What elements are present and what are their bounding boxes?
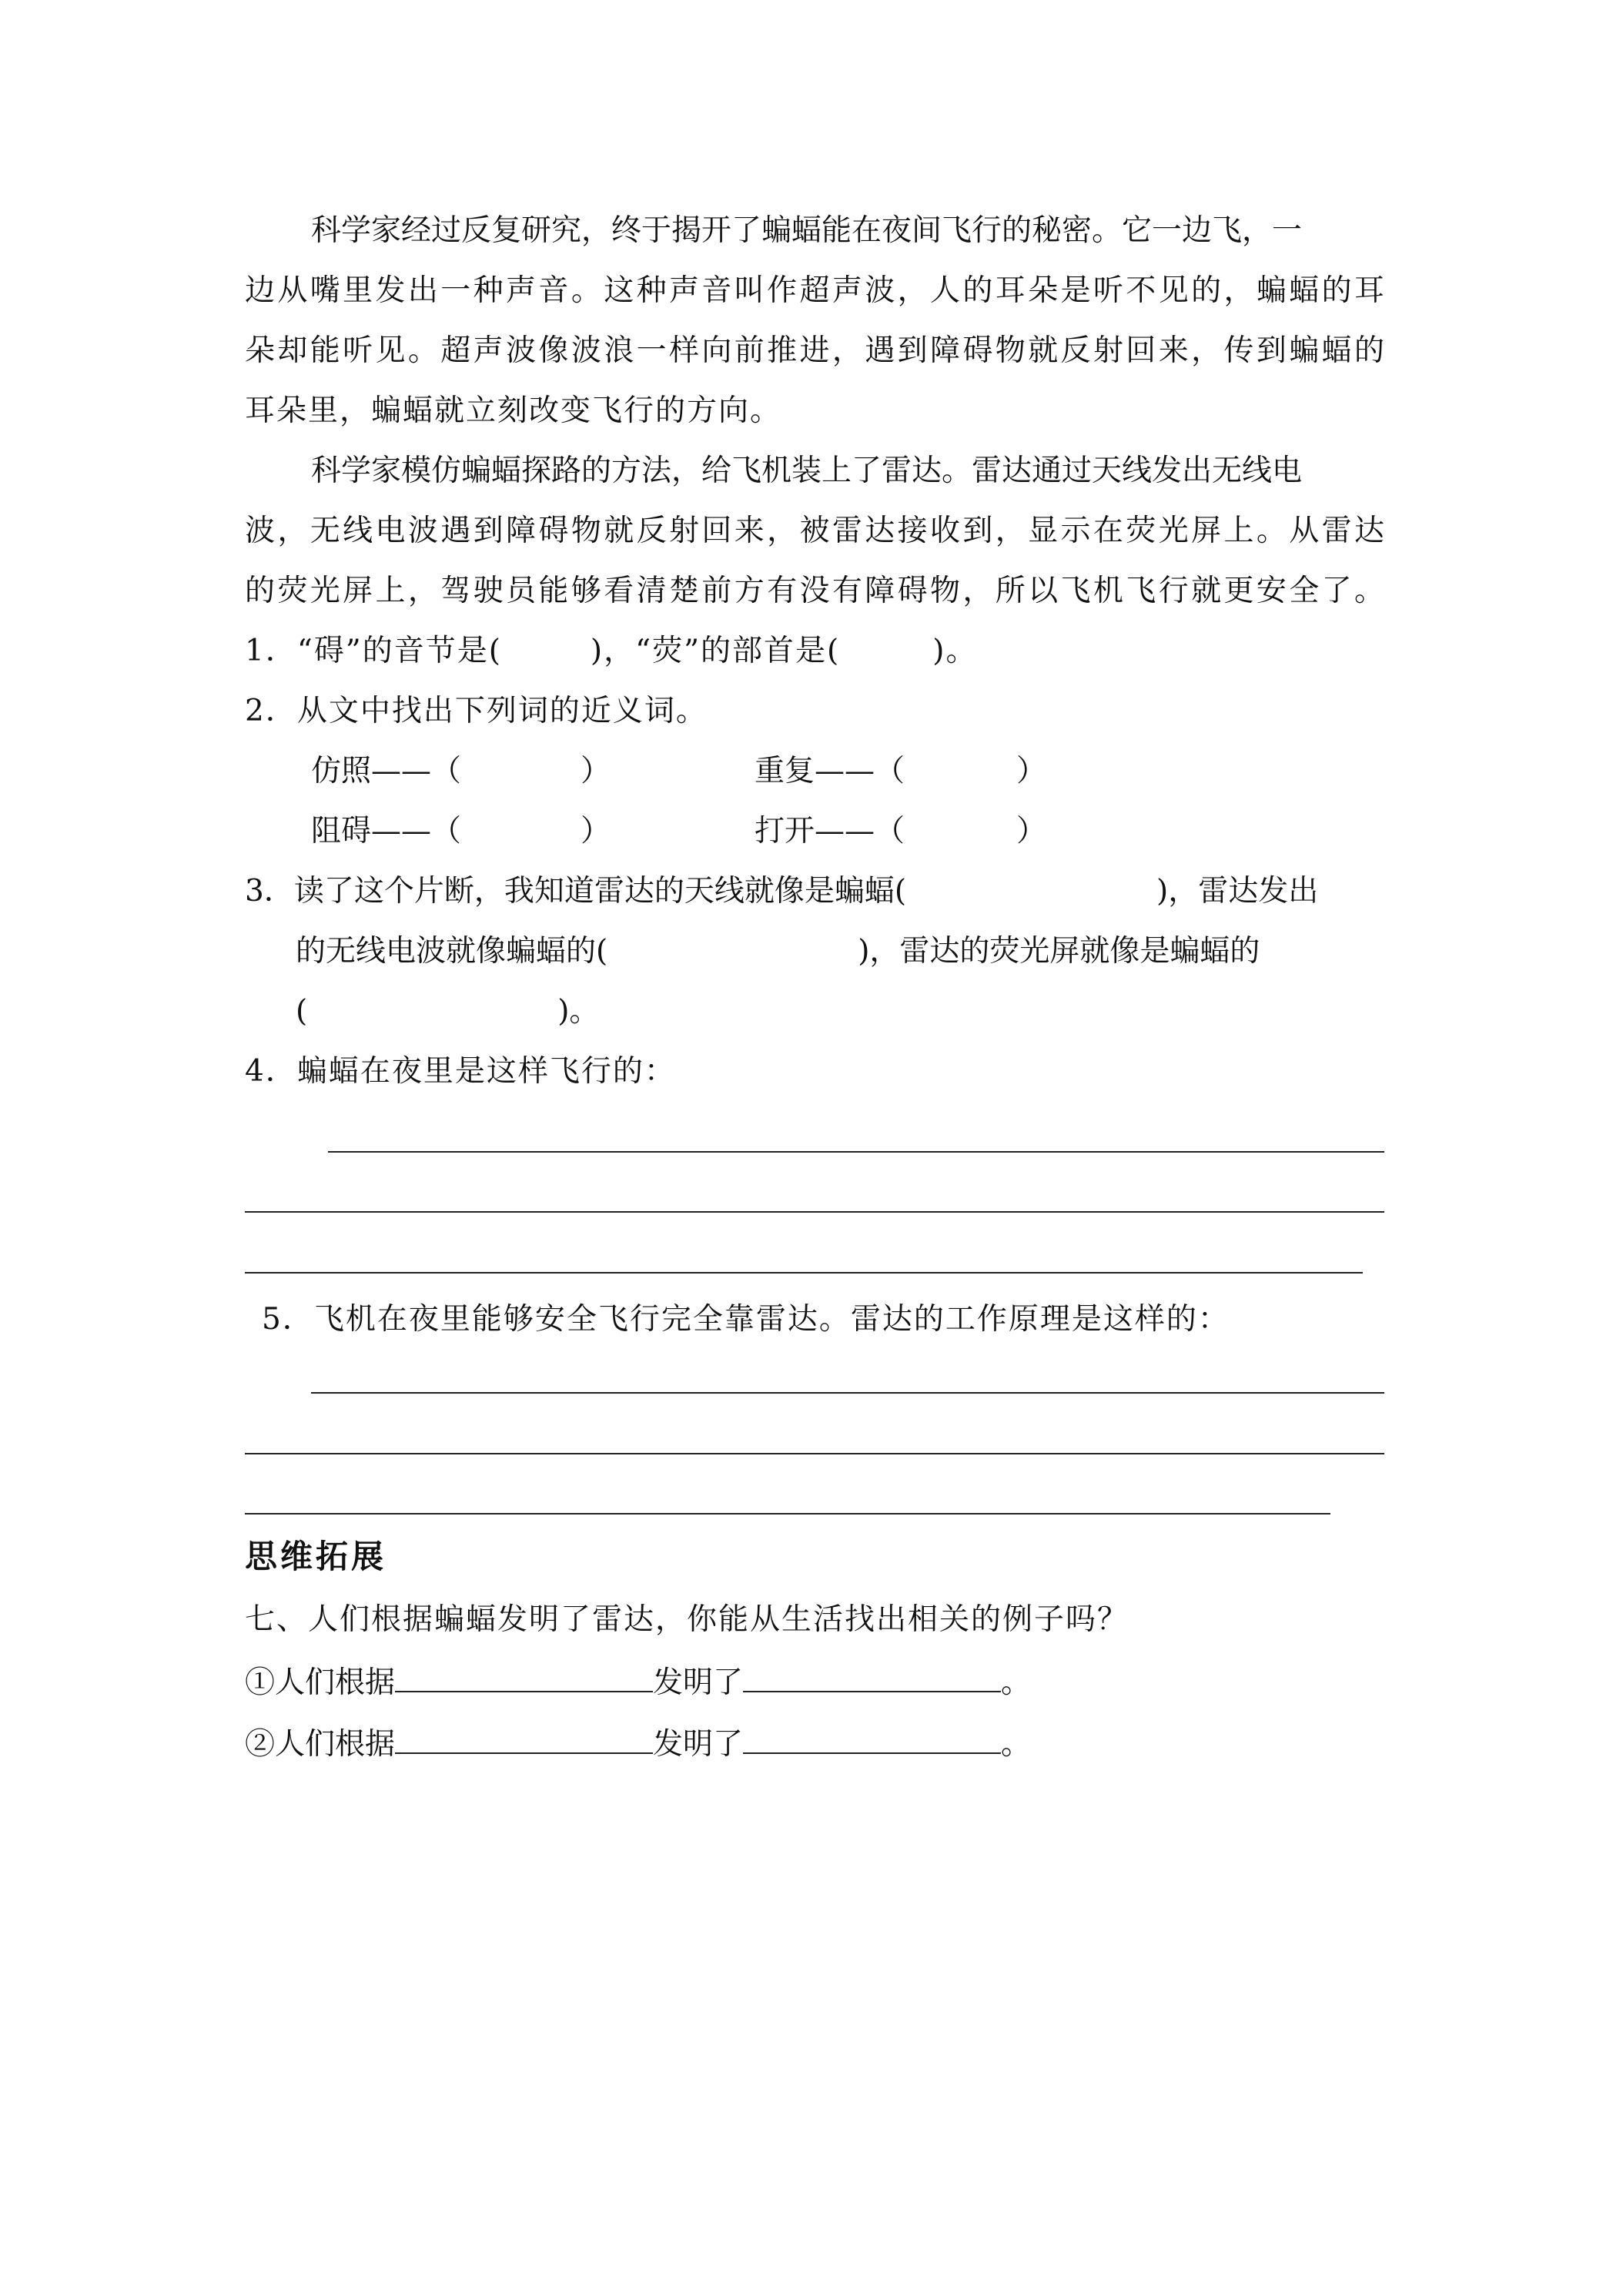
extension-item-2-prefix: ②人们根据 <box>245 1727 396 1762</box>
question-4-answer-line-1[interactable] <box>328 1151 1384 1153</box>
extension-item-2-blank-a[interactable] <box>395 1726 653 1754</box>
passage-p2-line-1: 科学家模仿蝙蝠探路的方法，给飞机装上了雷达。雷达通过天线发出无线电 <box>311 454 1303 488</box>
q2-word-2-close: ） <box>1016 754 1047 788</box>
question-1-part-c: )。 <box>932 634 978 668</box>
q2-word-3-close: ） <box>581 814 611 848</box>
passage-p1-line-3: 朵却能听见。超声波像波浪一样向前推进，遇到障碍物就反射回来，传到蝙蝠的 <box>245 333 1384 368</box>
question-3-line-3-b: )。 <box>557 994 600 1029</box>
passage-p1-line-2: 边从嘴里发出一种声音。这种声音叫作超声波，人的耳朵是听不见的，蝙蝠的耳 <box>245 273 1384 308</box>
question-4-answer-line-3[interactable] <box>245 1272 1363 1274</box>
question-3-line-1 <box>245 873 1318 910</box>
passage-p1-line-4: 耳朵里，蝙蝠就立刻改变飞行的方向。 <box>245 393 782 428</box>
question-3-line-2 <box>296 933 1260 970</box>
question-5-answer-line-1[interactable] <box>311 1392 1384 1394</box>
question-1-part-b: )，“荧”的部首是( <box>590 634 841 668</box>
question-3-line-1-b: )，雷达发出 <box>1156 874 1319 909</box>
q2-word-4 <box>755 813 1046 850</box>
q2-word-4-close: ） <box>1016 814 1047 848</box>
extension-item-2-middle: 发明了 <box>653 1727 744 1762</box>
question-1 <box>245 633 977 670</box>
question-4-answer-line-2[interactable] <box>245 1211 1384 1213</box>
question-5-answer-line-2[interactable] <box>245 1453 1384 1454</box>
q2-word-1-close: ） <box>581 754 611 788</box>
q2-word-1 <box>311 753 611 790</box>
question-3-line-3-a: ( <box>296 994 308 1029</box>
passage-p2-line-2: 波，无线电波遇到障碍物就反射回来，被雷达接收到，显示在荧光屏上。从雷达 <box>245 514 1384 548</box>
extension-item-1-middle: 发明了 <box>653 1665 744 1700</box>
q2-word-2-label: 重复——（ <box>755 754 905 788</box>
passage-p1-line-1: 科学家经过反复研究，终于揭开了蝙蝠能在夜间飞行的秘密。它一边飞，一 <box>311 213 1303 248</box>
extension-item-1-prefix: ①人们根据 <box>245 1665 396 1700</box>
question-7-prompt: 七、人们根据蝙蝠发明了雷达，你能从生活找出相关的例子吗？ <box>245 1602 1129 1637</box>
question-1-part-a: “碍”的音节是( <box>296 634 502 668</box>
question-3-line-3 <box>296 993 599 1030</box>
question-4-prompt: 4．蝙蝠在夜里是这样飞行的： <box>245 1054 676 1089</box>
question-3-line-2-a: 的无线电波就像蝙蝠的( <box>296 934 608 969</box>
question-2-prompt: 2．从文中找出下列词的近义词。 <box>245 694 708 728</box>
question-3-line-2-b: )，雷达的荧光屏就像是蝙蝠的 <box>858 934 1260 969</box>
passage-p2-line-3: 的荧光屏上，驾驶员能够看清楚前方有没有障碍物，所以飞机飞行就更安全了。 <box>245 574 1384 608</box>
question-1-number: 1． <box>245 634 297 668</box>
extension-item-2 <box>245 1726 1031 1763</box>
extension-item-1-blank-a[interactable] <box>395 1665 653 1692</box>
extension-heading: 思维拓展 <box>245 1538 387 1575</box>
q2-word-2 <box>755 753 1046 790</box>
question-5-answer-line-3[interactable] <box>245 1513 1330 1514</box>
question-3-line-1-a: 3．读了这个片断，我知道雷达的天线就像是蝙蝠( <box>245 874 907 909</box>
extension-item-2-end: 。 <box>1001 1727 1032 1762</box>
q2-word-1-label: 仿照——（ <box>311 754 462 788</box>
q2-word-3-label: 阻碍——（ <box>311 814 462 848</box>
extension-item-2-blank-b[interactable] <box>743 1726 1001 1754</box>
q2-word-4-label: 打开——（ <box>755 814 905 848</box>
extension-item-1-end: 。 <box>1001 1665 1032 1700</box>
q2-word-3 <box>311 813 611 850</box>
question-5-prompt: 5．飞机在夜里能够安全飞行完全靠雷达。雷达的工作原理是这样的： <box>262 1302 1230 1337</box>
extension-item-1-blank-b[interactable] <box>743 1665 1001 1692</box>
extension-item-1 <box>245 1665 1031 1702</box>
